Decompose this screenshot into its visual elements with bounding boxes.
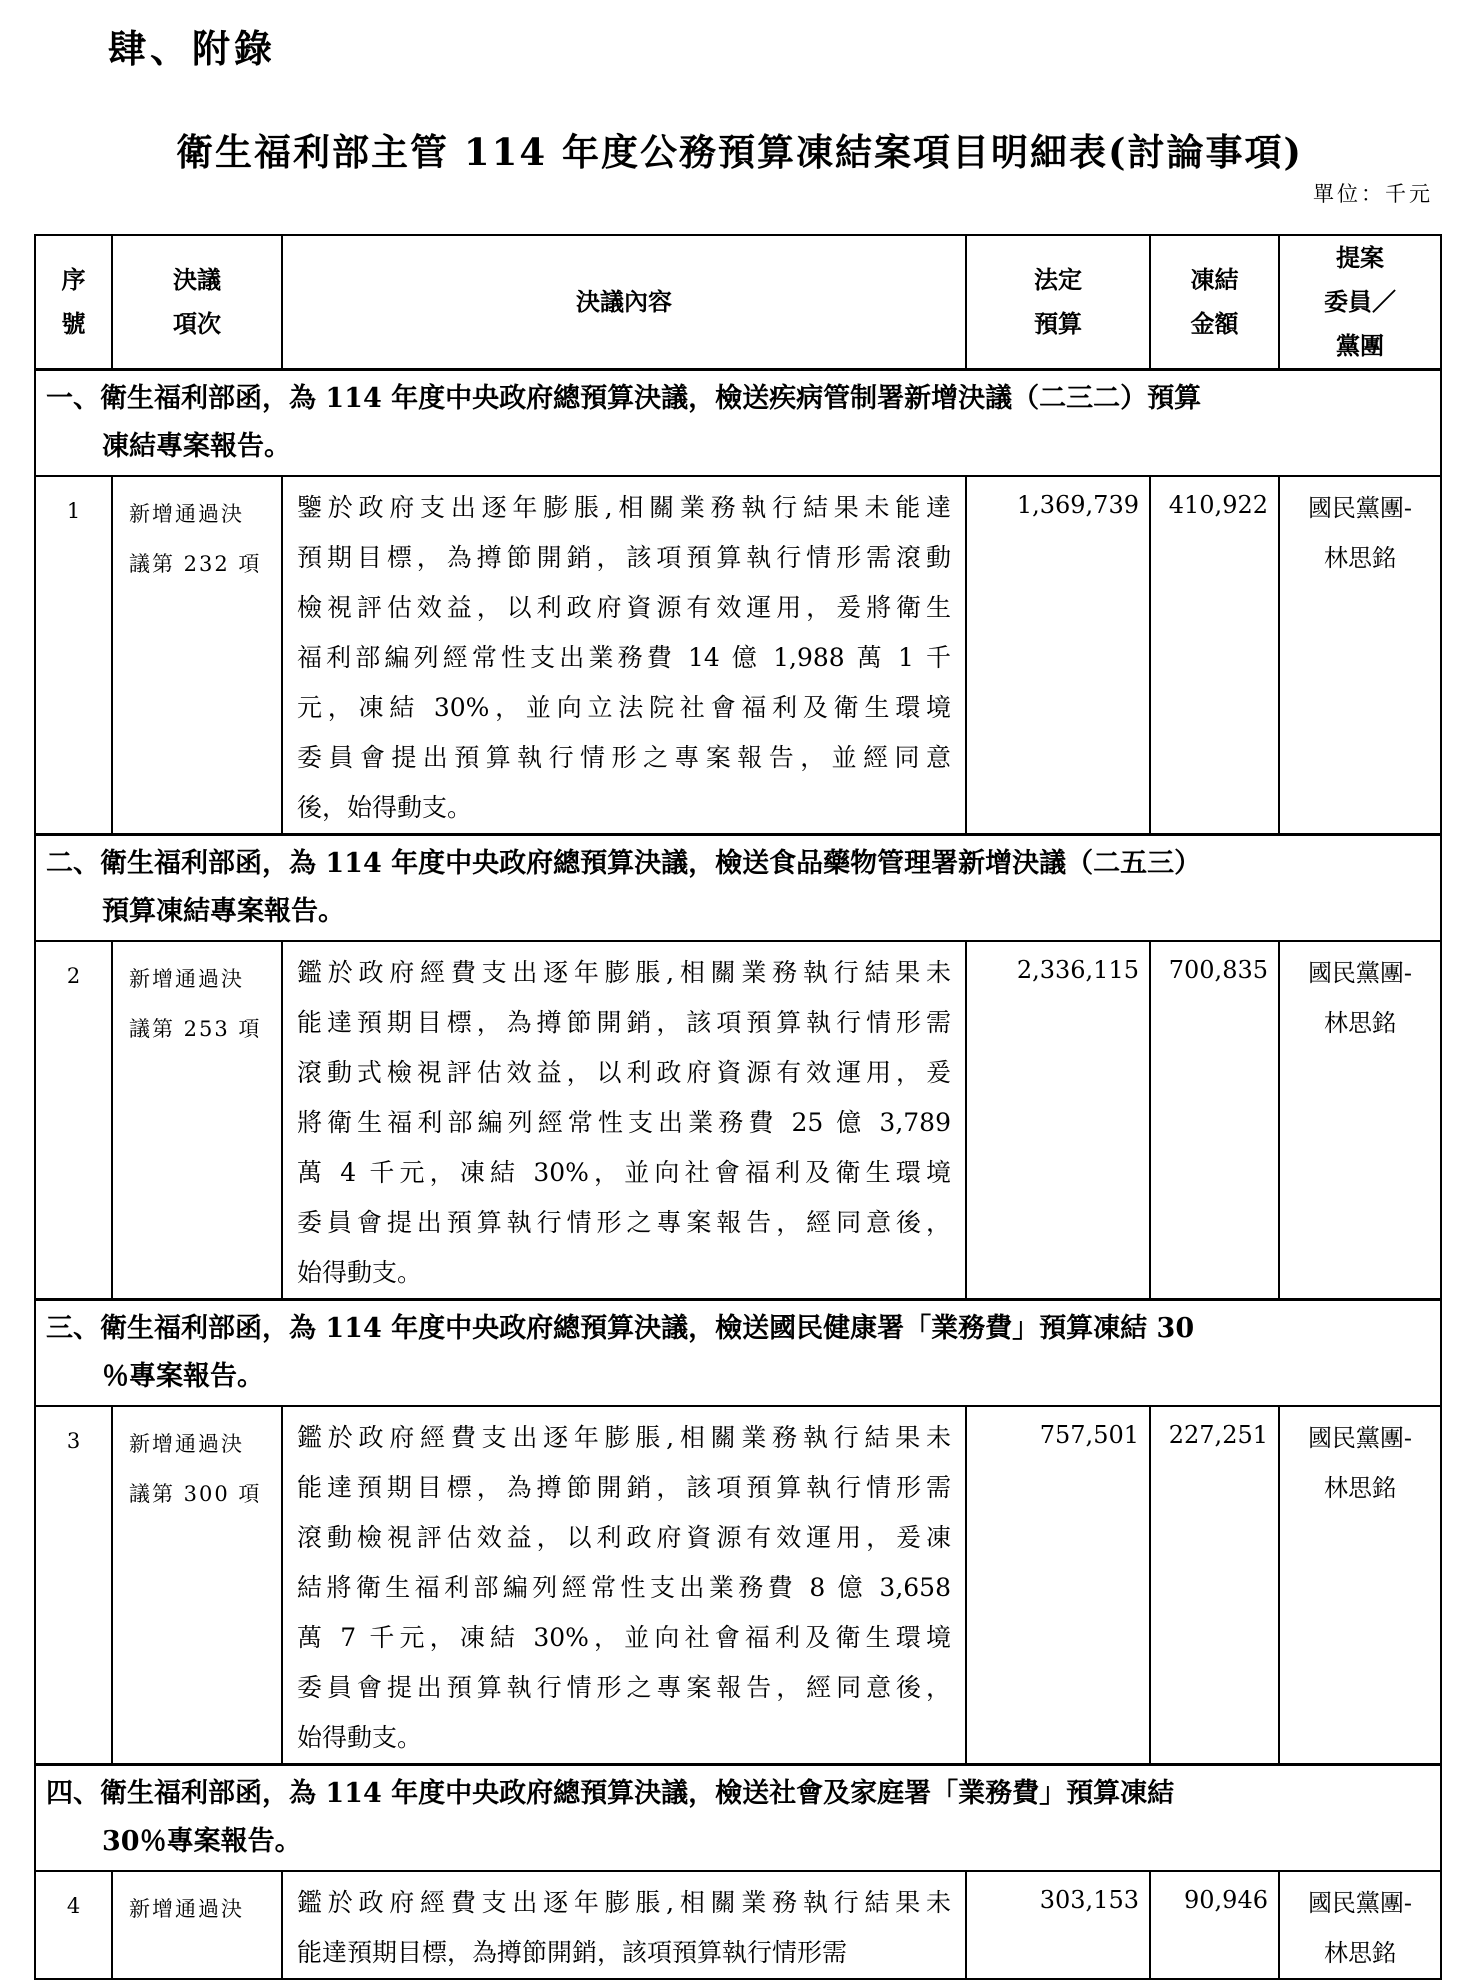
appendix-heading: 肆、附錄 — [108, 26, 277, 71]
cell-seq: 3 — [35, 1406, 112, 1765]
section-heading-row — [35, 370, 1441, 477]
content-line: 委員會提出預算執行情形之專案報告，經同意後， — [297, 1673, 951, 1702]
section-heading-line: 二、衛生福利部函，為 114 年度中央政府總預算決議，檢送食品藥物管理署新增決議（二五三） — [46, 848, 1202, 879]
content-line: 預期目標，為撙節開銷，該項預算執行情形需滾動 — [297, 543, 951, 572]
frozen-budget-table — [34, 234, 1442, 1980]
section-heading — [35, 1300, 1441, 1407]
header-proposer: 提案 委員／ 黨團 — [1279, 235, 1441, 370]
section-heading-line: 30％專案報告。 — [102, 1826, 302, 1857]
item-line: 議第 253 項 — [129, 1017, 262, 1041]
table-header-row — [35, 235, 1441, 370]
content-line: 萬 7 千元，凍結 30%，並向社會福利及衛生環境 — [297, 1623, 951, 1652]
section-heading — [35, 370, 1441, 477]
proposer-line: 國民黨團- — [1307, 1424, 1413, 1452]
cell-content — [282, 1871, 966, 1979]
content-line: 後，始得動支。 — [297, 793, 473, 822]
proposer-line: 國民黨團- — [1307, 494, 1413, 522]
section-heading-line: 凍結專案報告。 — [102, 431, 291, 462]
unit-label: 單位：千元 — [1313, 182, 1433, 206]
cell-item — [112, 1871, 282, 1979]
content-line: 始得動支。 — [297, 1723, 423, 1752]
section-heading-line: ％專案報告。 — [102, 1361, 264, 1392]
header-content: 決議內容 — [282, 235, 966, 370]
item-line: 新增通過決 — [129, 967, 244, 991]
content-line: 結將衛生福利部編列經常性支出業務費 8 億 3,658 — [297, 1573, 951, 1602]
content-line: 鑑於政府經費支出逐年膨脹,相關業務執行結果未 — [297, 1423, 951, 1452]
content-line: 委員會提出預算執行情形之專案報告，並經同意 — [297, 743, 951, 772]
content-line: 能達預期目標，為撙節開銷，該項預算執行情形需 — [297, 1938, 848, 1967]
header-budget: 法定 預算 — [966, 235, 1150, 370]
proposer-line: 林思銘 — [1324, 1939, 1396, 1967]
content-line: 福利部編列經常性支出業務費 14 億 1,988 萬 1 千 — [297, 643, 951, 672]
section-heading — [35, 835, 1441, 942]
cell-frozen: 700,835 — [1150, 941, 1279, 1300]
content-line: 能達預期目標，為撙節開銷，該項預算執行情形需 — [297, 1008, 951, 1037]
cell-frozen: 90,946 — [1150, 1871, 1279, 1979]
content-line: 萬 4 千元，凍結 30%，並向社會福利及衛生環境 — [297, 1158, 951, 1187]
table-row — [35, 941, 1441, 1300]
content-line: 檢視評估效益，以利政府資源有效運用，爰將衛生 — [297, 593, 951, 622]
section-heading-line: 三、衛生福利部函，為 114 年度中央政府總預算決議，檢送國民健康署「業務費」預算凍結 30 — [46, 1313, 1195, 1344]
cell-content — [282, 1406, 966, 1765]
item-line: 議第 300 項 — [129, 1482, 262, 1506]
content-line: 鑑於政府經費支出逐年膨脹,相關業務執行結果未 — [297, 1888, 951, 1917]
content-line: 滾動式檢視評估效益，以利政府資源有效運用，爰 — [297, 1058, 951, 1087]
header-seq: 序 號 — [35, 235, 112, 370]
proposer-line: 林思銘 — [1324, 1474, 1396, 1502]
page-title: 衛生福利部主管 114 年度公務預算凍結案項目明細表(討論事項) — [175, 130, 1303, 174]
content-line: 鑑於政府經費支出逐年膨脹,相關業務執行結果未 — [297, 958, 951, 987]
section-heading-line: 四、衛生福利部函，為 114 年度中央政府總預算決議，檢送社會及家庭署「業務費」預算凍結 — [46, 1778, 1175, 1809]
proposer-line: 國民黨團- — [1307, 959, 1413, 987]
proposer-line: 林思銘 — [1324, 1009, 1396, 1037]
item-line: 新增通過決 — [129, 1897, 244, 1921]
cell-item — [112, 941, 282, 1300]
cell-frozen: 227,251 — [1150, 1406, 1279, 1765]
cell-item — [112, 476, 282, 835]
section-heading-row — [35, 1300, 1441, 1407]
cell-seq: 1 — [35, 476, 112, 835]
cell-item — [112, 1406, 282, 1765]
cell-seq: 4 — [35, 1871, 112, 1979]
cell-frozen: 410,922 — [1150, 476, 1279, 835]
content-line: 能達預期目標，為撙節開銷，該項預算執行情形需 — [297, 1473, 951, 1502]
content-line: 滾動檢視評估效益，以利政府資源有效運用，爰凍 — [297, 1523, 951, 1552]
cell-content — [282, 941, 966, 1300]
cell-proposer — [1279, 1406, 1441, 1765]
cell-seq: 2 — [35, 941, 112, 1300]
cell-proposer — [1279, 941, 1441, 1300]
content-line: 元，凍結 30%，並向立法院社會福利及衛生環境 — [297, 693, 951, 722]
table-row — [35, 1871, 1441, 1979]
section-heading-row — [35, 835, 1441, 942]
content-line: 鑒於政府支出逐年膨脹,相關業務執行結果未能達 — [297, 493, 951, 522]
cell-budget: 2,336,115 — [966, 941, 1150, 1300]
section-heading-line: 一、衛生福利部函，為 114 年度中央政府總預算決議，檢送疾病管制署新增決議（二三二）預算 — [46, 383, 1202, 414]
section-heading-row — [35, 1765, 1441, 1872]
cell-proposer — [1279, 1871, 1441, 1979]
item-line: 新增通過決 — [129, 502, 244, 526]
section-heading-line: 預算凍結專案報告。 — [102, 896, 345, 927]
item-line: 議第 232 項 — [129, 552, 262, 576]
section-heading — [35, 1765, 1441, 1872]
proposer-line: 國民黨團- — [1307, 1889, 1413, 1917]
header-item: 決議 項次 — [112, 235, 282, 370]
proposer-line: 林思銘 — [1324, 544, 1396, 572]
cell-proposer — [1279, 476, 1441, 835]
cell-budget: 757,501 — [966, 1406, 1150, 1765]
table-row — [35, 1406, 1441, 1765]
item-line: 新增通過決 — [129, 1432, 244, 1456]
content-line: 將衛生福利部編列經常性支出業務費 25 億 3,789 — [297, 1108, 951, 1137]
cell-budget: 1,369,739 — [966, 476, 1150, 835]
cell-content — [282, 476, 966, 835]
content-line: 始得動支。 — [297, 1258, 423, 1287]
cell-budget: 303,153 — [966, 1871, 1150, 1979]
table-row — [35, 476, 1441, 835]
header-frozen: 凍結 金額 — [1150, 235, 1279, 370]
content-line: 委員會提出預算執行情形之專案報告，經同意後， — [297, 1208, 951, 1237]
